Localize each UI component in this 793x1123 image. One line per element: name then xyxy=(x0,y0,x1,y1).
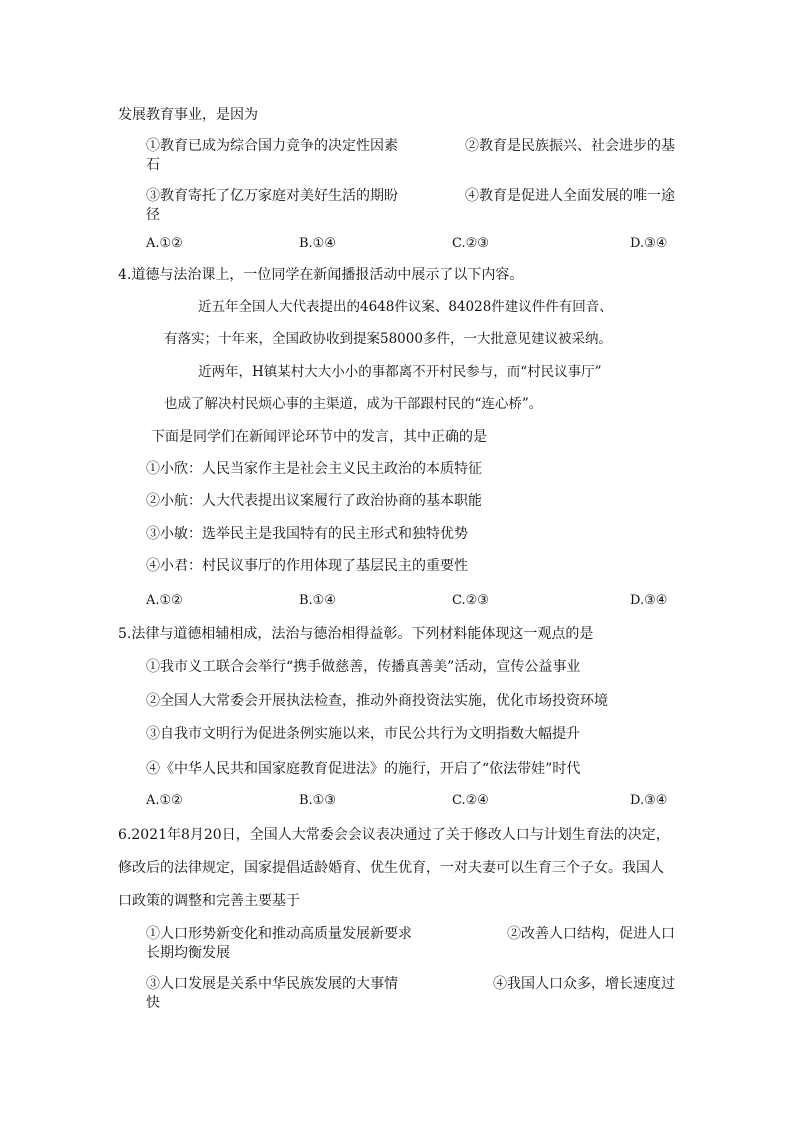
q5-option-4: ④《中华人民共和国家庭教育促进法》的施行，开启了“依法带娃”时代 xyxy=(146,761,581,777)
q5-answer-d: D.③④ xyxy=(630,793,668,808)
q4-news-1-line-2: 有落实；十年来，全国政协收到提案58000多件，一大批意见建议被采纳。 xyxy=(164,331,612,347)
q6-option-2-wrap: 长期均衡发展 xyxy=(146,945,230,961)
q4-option-3: ③小敏：选举民主是我国特有的民主形式和独特优势 xyxy=(146,526,468,542)
q4-stem: 4.道德与法治课上，一位同学在新闻播报活动中展示了以下内容。 xyxy=(118,267,524,283)
q6-option-4-wrap: 快 xyxy=(146,995,160,1011)
q4-option-4: ④小君：村民议事厅的作用体现了基层民主的重要性 xyxy=(146,558,468,574)
q3-answer-a: A.①② xyxy=(146,236,183,251)
q5-option-2: ②全国人大常委会开展执法检查，推动外商投资法实施，优化市场投资环境 xyxy=(146,693,608,709)
q3-answer-c: C.②③ xyxy=(452,236,489,251)
q4-answer-d: D.③④ xyxy=(630,593,668,608)
q3-answer-b: B.①④ xyxy=(299,236,336,251)
q6-stem-line-3: 口政策的调整和完善主要基于 xyxy=(118,893,300,909)
q3-option-4: ④教育是促进人全面发展的唯一途 xyxy=(465,188,675,204)
q5-stem: 5.法律与道德相辅相成，法治与德治相得益彰。下列材料能体现这一观点的是 xyxy=(118,626,594,642)
q3-option-2: ②教育是民族振兴、社会进步的基 xyxy=(465,138,675,154)
q3-option-3: ③教育寄托了亿万家庭对美好生活的期盼 xyxy=(146,188,398,204)
q4-answer-a: A.①② xyxy=(146,593,183,608)
q6-stem-line-2: 修改后的法律规定，国家提倡适龄婚育、优生优育，一对夫妻可以生育三个子女。我国人 xyxy=(118,860,664,876)
q6-option-2: ②改善人口结构，促进人口 xyxy=(507,926,675,942)
q4-option-2: ②小航：人大代表提出议案履行了政治协商的基本职能 xyxy=(146,493,482,509)
q4-news-2-line-2: 也成了解决村民烦心事的主渠道，成为干部跟村民的“连心桥”。 xyxy=(164,396,543,412)
q5-answer-a: A.①② xyxy=(146,793,183,808)
q6-option-1: ①人口形势新变化和推动高质量发展新要求 xyxy=(146,926,412,942)
q3-option-2-wrap: 石 xyxy=(146,157,160,173)
q5-answer-c: C.②④ xyxy=(452,793,489,808)
q4-news-1-line-1: 近五年全国人大代表提出的4648件议案、84028件建议件件有回音、 xyxy=(198,299,613,315)
q6-option-3: ③人口发展是关系中华民族发展的大事情 xyxy=(146,976,398,992)
q5-option-1: ①我市义工联合会举行“携手做慈善，传播真善美”活动，宣传公益事业 xyxy=(146,659,581,675)
q5-option-3: ③自我市文明行为促进条例实施以来，市民公共行为文明指数大幅提升 xyxy=(146,726,580,742)
q6-option-4: ④我国人口众多，增长速度过 xyxy=(493,976,675,992)
q6-stem-line-1: 6.2021年8月20日，全国人大常委会会议表决通过了关于修改人口与计划生育法的决定， xyxy=(118,827,670,843)
q3-stem-tail: 发展教育事业，是因为 xyxy=(118,107,258,123)
q4-answer-b: B.①④ xyxy=(299,593,336,608)
q4-prompt: 下面是同学们在新闻评论环节中的发言，其中正确的是 xyxy=(151,429,487,445)
q4-news-2-line-1: 近两年，H镇某村大大小小的事都离不开村民参与，而“村民议事厅” xyxy=(198,364,602,380)
q3-option-1: ①教育已成为综合国力竞争的决定性因素 xyxy=(146,138,398,154)
q3-answer-d: D.③④ xyxy=(630,236,668,251)
q4-answer-c: C.②③ xyxy=(452,593,489,608)
q5-answer-b: B.①③ xyxy=(299,793,336,808)
q3-option-4-wrap: 径 xyxy=(146,207,160,223)
q4-option-1: ①小欣：人民当家作主是社会主义民主政治的本质特征 xyxy=(146,461,482,477)
